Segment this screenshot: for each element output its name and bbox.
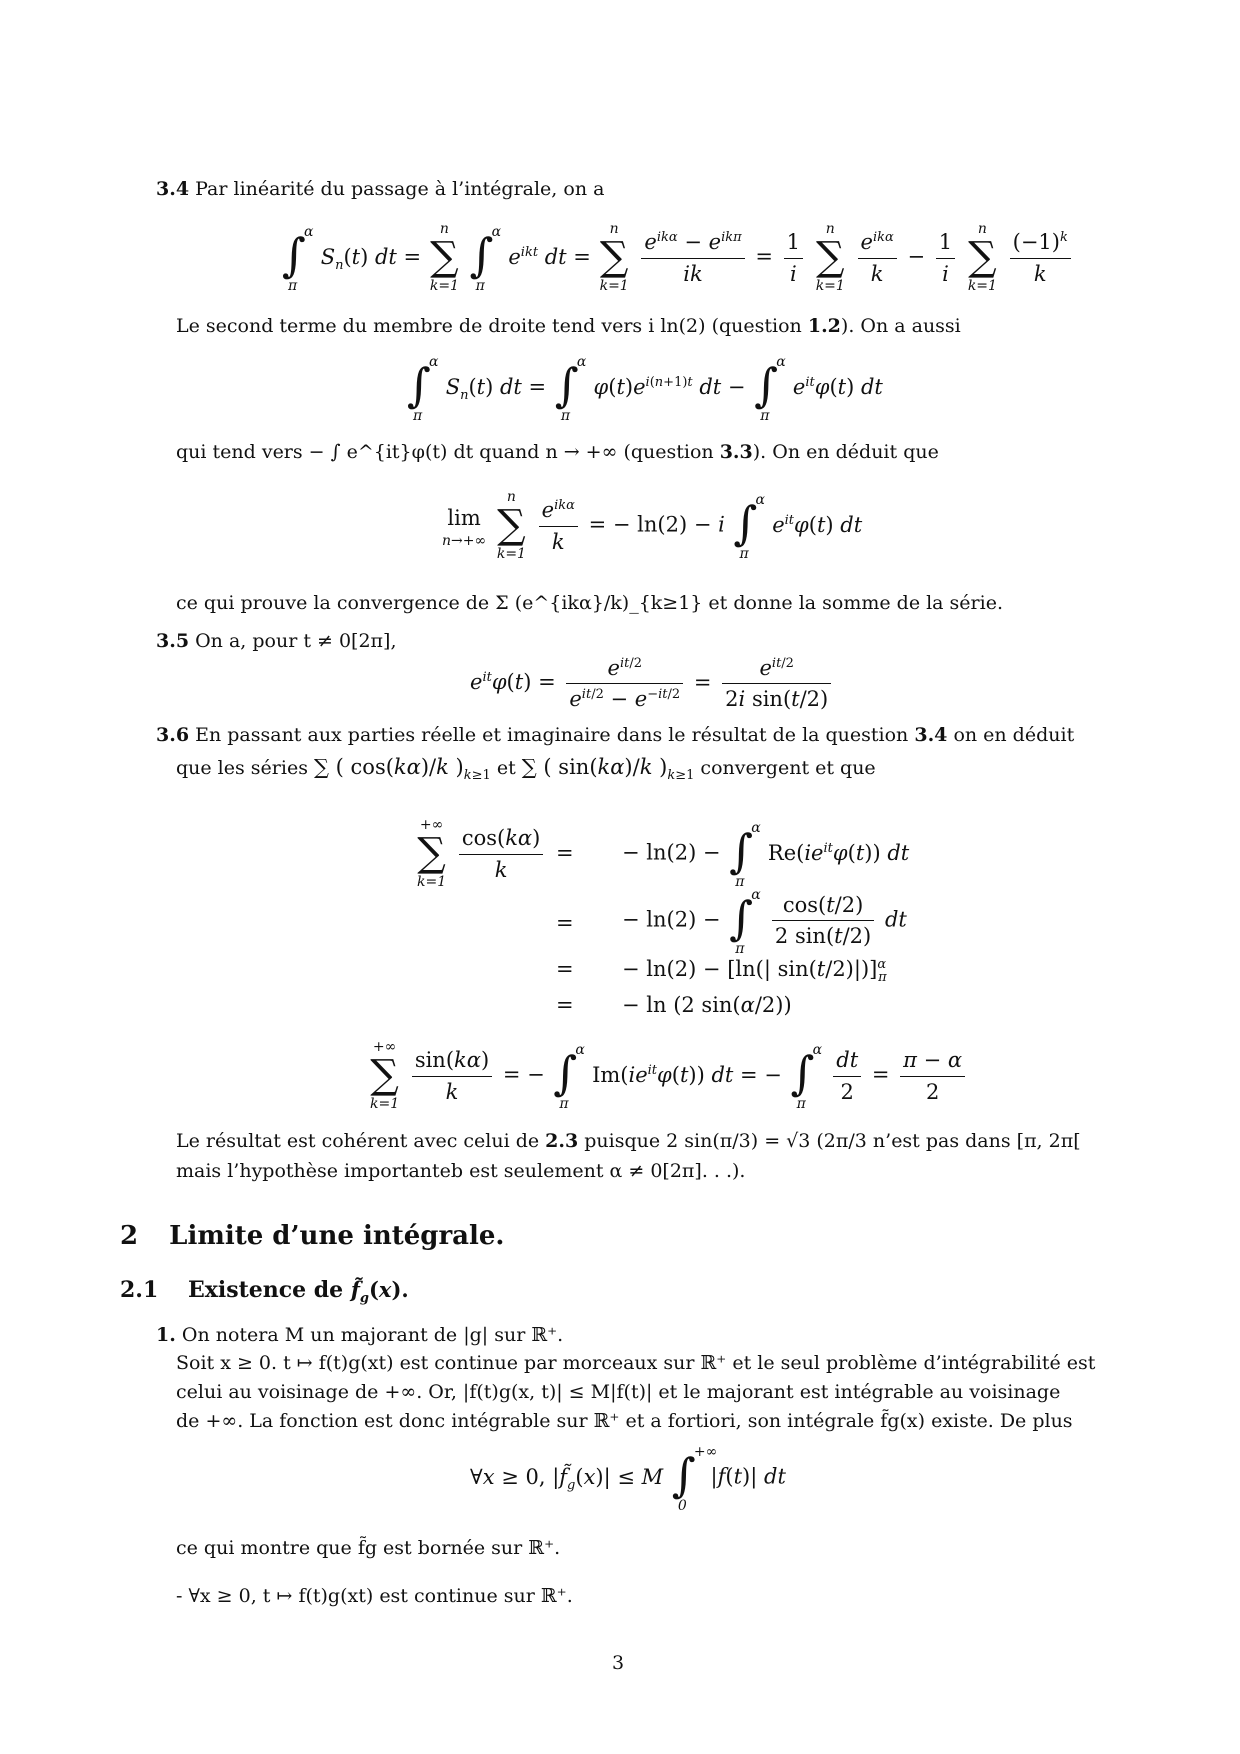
q36-row-4: − ln (2 sin(α/2)) xyxy=(622,993,792,1017)
ref-2-3: 2.3 xyxy=(545,1130,579,1152)
item-1-after: ce qui montre que f̃g est bornée sur ℝ⁺. xyxy=(176,1537,561,1559)
q34-text-4: ce qui prouve la convergence de Σ (e^{ikα}/k)_{k≥1} et donne la somme de la série. xyxy=(176,592,1003,614)
q35-equation: $e^{it}\varphi(t)$ = $\frac{e^{it/2}}{e^{it/2} - e^{-it/2}}$ = $\frac{e^{it/2}}{\text{2i sin(t/2)}}$ xyxy=(470,653,835,715)
q36-row-2: − ln(2) − ∫ α π $\frac{\cos(t/2)}{2 \sin(t/2)}$ dt xyxy=(622,886,907,957)
q36-conclusion-2: mais l’hypothèse importanteb est seulement α ≠ 0[2π]. . .). xyxy=(176,1160,746,1182)
item-1-line-2: Soit x ≥ 0. t ↦ f(t)g(xt) est continue par morceaux sur ℝ⁺ et le seul problème d’intégrabilité est xyxy=(176,1352,1096,1374)
item-1-line-1: 1. On notera M un majorant de |g| sur ℝ⁺. xyxy=(156,1324,564,1346)
q34-text-2: Le second terme du membre de droite tend vers i ln(2) (question 1.2). On a aussi xyxy=(176,315,961,337)
ref-3-3: 3.3 xyxy=(719,441,753,463)
q36-line-2: que les séries ∑ ( cos(kα)/k )$_{k\ge 1}$ et ∑ ( sin(kα)/k )$_{k\ge 1}$ convergent et que xyxy=(176,755,876,784)
q34-intro-text: Par linéarité du passage à l’intégrale, on a xyxy=(195,178,605,200)
q34-equation-1: ∫ α π $S_n(t)$ dt = n ∑ k=1 ∫ α π $e^{ikt}$ dt = n ∑ k=1 $\frac{e^{ik\alpha} - e^{ik\pi}}{ik}$ = $\frac{1}{i}$ n ∑ k=1 $\frac{e^{ik\alpha}}{k}$ − $\frac{1}{i}$ n ∑ k=1 $\frac{(-1)^k}{k}$ xyxy=(280,222,1075,294)
item-1-line-4: de +∞. La fonction est donc intégrable sur ℝ⁺ et a fortiori, son intégrale f̃g(x) existe. De plus xyxy=(176,1410,1073,1432)
ref-1-2: 1.2 xyxy=(807,315,841,337)
q36-sin-sum: +∞ ∑ k=1 $\frac{\sin(k\alpha)}{k}$ = − ∫ α π $Im(ie^{it}\varphi(t))$ dt = − ∫ α π $\frac{dt}{2}$ = $\frac{\pi - \alpha}{2}$ xyxy=(368,1040,969,1112)
q36-eq-sign-3: = xyxy=(556,957,574,981)
q34-intro xyxy=(156,176,604,204)
q36-row-3: − ln(2) − [ln(| sin(t/2)|)]$^\alpha_\pi$ xyxy=(622,957,887,986)
q36-conclusion-1: Le résultat est cohérent avec celui de 2.3 puisque 2 sin(π/3) = √3 (2π/3 n’est pas dans [π, 2π[ xyxy=(176,1130,1081,1152)
q35-number: 3.5 xyxy=(156,630,190,652)
section-2-heading: 2 Limite d’une intégrale. xyxy=(120,1221,505,1251)
q36-line-1: 3.6 En passant aux parties réelle et imaginaire dans le résultat de la question 3.4 on en déduit xyxy=(156,724,1075,746)
q36-number: 3.6 xyxy=(156,724,190,746)
q36-cos-sum: +∞ ∑ k=1 $\frac{\cos(k\alpha)}{k}$ xyxy=(415,818,547,890)
q34-equation-3: lim n→+∞ n ∑ k=1 $\frac{e^{ik\alpha}}{k}$ = − ln(2) − i ∫ α π $e^{it}\varphi(t)$ dt xyxy=(442,489,863,563)
q34-equation-2: ∫ α π $S_n(t)$ dt = ∫ α π $\varphi(t)e^{i(n+1)t}$ dt − ∫ α π $e^{it}\varphi(t)$ dt xyxy=(407,354,883,424)
subsection-2-1-heading: 2.1 Existence de $f̃_g(x)$. xyxy=(120,1277,409,1307)
item-1-number: 1. xyxy=(156,1324,176,1346)
item-1-bullet: - ∀x ≥ 0, t ↦ f(t)g(xt) est continue sur ℝ⁺. xyxy=(176,1585,573,1607)
page-number: 3 xyxy=(612,1652,625,1674)
q35-intro: 3.5 On a, pour t ≠ 0[2π], xyxy=(156,630,397,652)
q34-number: 3.4 xyxy=(156,178,190,200)
q36-row-1: − ln(2) − ∫ α π $Re(ie^{it}\varphi(t))$ dt xyxy=(622,820,910,890)
q36-eq-sign-4: = xyxy=(556,993,574,1017)
q36-eq-sign-2: = xyxy=(556,911,574,935)
q36-eq-sign-1: = xyxy=(556,841,574,865)
q34-text-3: qui tend vers − ∫ e^{it}φ(t) dt quand n → +∞ (question 3.3). On en déduit que xyxy=(176,441,939,463)
item-1-line-3: celui au voisinage de +∞. Or, |f(t)g(x, t)| ≤ M|f(t)| et le majorant est intégrable au voisinage xyxy=(176,1381,1061,1403)
item-1-equation: ∀x ≥ 0, $|f̃_g(x)| \le M$ ∫ +∞ 0 |f(t)| dt xyxy=(470,1444,786,1514)
ref-3-4: 3.4 xyxy=(914,724,948,746)
